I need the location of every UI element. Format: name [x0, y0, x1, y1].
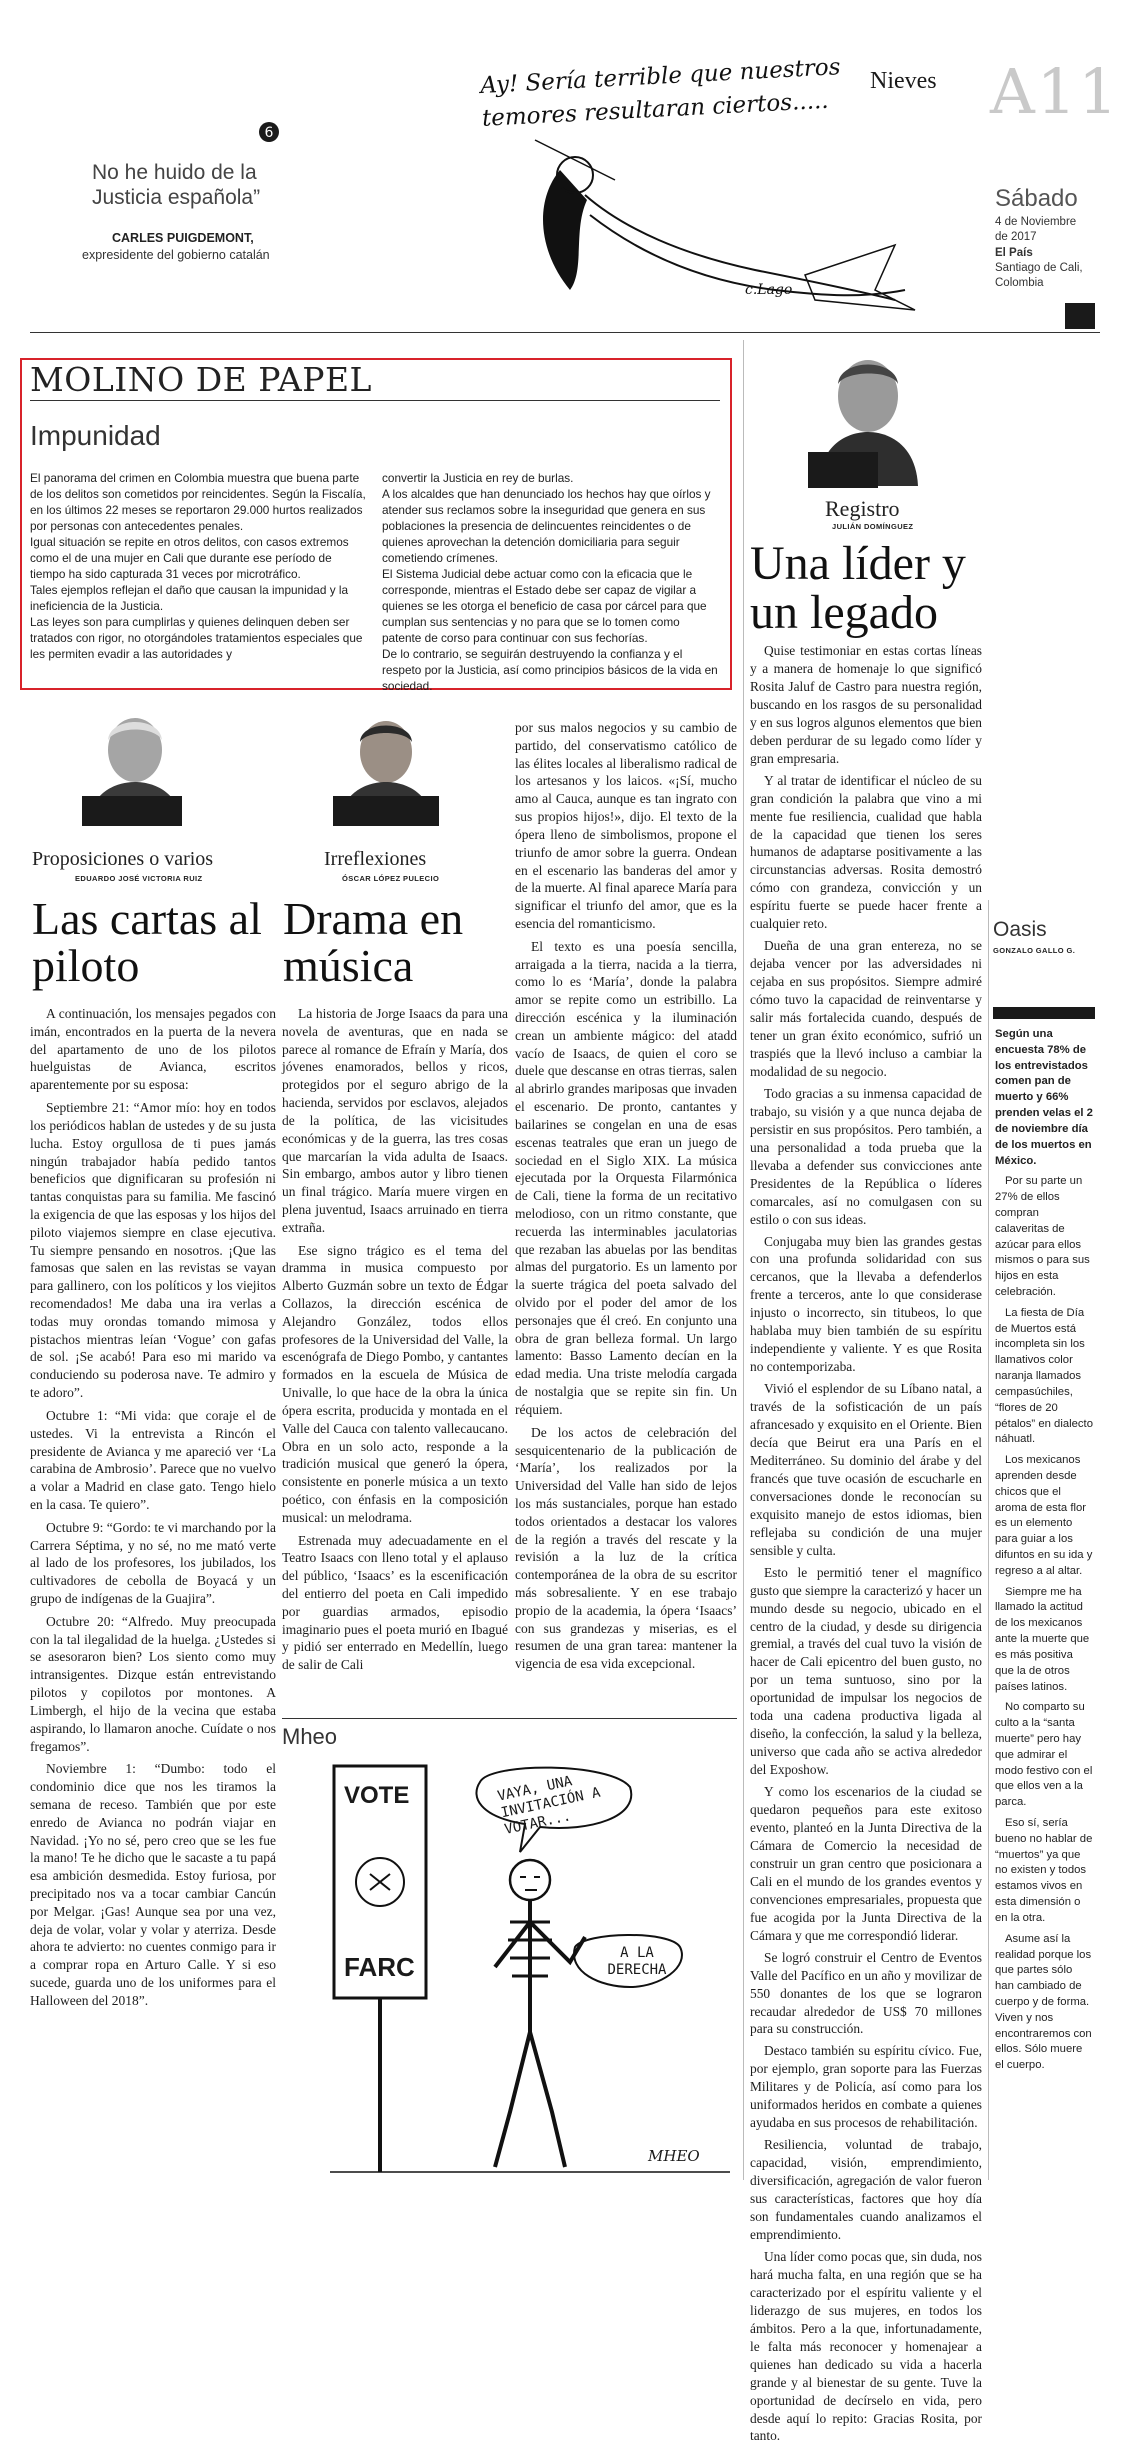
proposiciones-paragraph: Octubre 9: “Gordo: te vi marchando por la Carrera Séptima, y no sé, no me mató verte al lado de los profesores, los jubilados, los cultivadores de cebolla de Boyacá y un grupo de indígenas de la Guajira”. — [30, 1519, 276, 1606]
proposiciones-body — [30, 1005, 276, 2015]
editorial-paragraph: El panorama del crimen en Colombia muestra que buena parte de los delitos son cometidos por reincidentes. Según la Fiscalía, en los últimos 22 meses se reportaron 29.000 hurtos realizados por personas con antecedentes penales. — [30, 471, 366, 534]
editorial-paragraph: El Sistema Judicial debe actuar como con la eficacia que le corresponde, mientras el Estado debe ser capaz de vigilar a quienes se les otorga el beneficio de casa por cárcel para que cumplan sus sentencias y no para que se lo tomen como patente de corso para continuar con sus fechorías. — [382, 567, 707, 646]
dateline-paper: El País — [995, 247, 1033, 259]
registro-paragraph: Y como los escenarios de la ciudad se quedaron pequeños para este exitoso evento, planteó en la Junta Directiva de la Cámara de Comercio la necesidad de construir un gran centro que posicionara a Cali en el mundo de los grandes eventos y convenciones empresariales, propuesta que fue acogida por la Junta Directiva de la Cámara y que me correspondió liderar. — [750, 1784, 982, 1943]
page-number: A11 — [990, 55, 1120, 128]
quote-text: No he huido de la Justicia española” — [92, 161, 261, 210]
irreflexiones-body-col1 — [282, 1005, 508, 1679]
editorial-col-2 — [382, 470, 722, 694]
column-divider — [988, 900, 989, 2180]
molino-rule — [30, 400, 720, 401]
editorial-col-1 — [30, 470, 370, 662]
registro-column-name: Registro — [825, 496, 900, 521]
oasis-column-name: Oasis — [993, 918, 1047, 941]
vote-sign-bottom: FARC — [344, 1952, 415, 1982]
irreflexiones-body-col2 — [515, 719, 737, 1678]
editorial-paragraph: De lo contrario, se seguirán destruyendo la confianza y el respeto por la Justicia, así como principios básicos de la vida en sociedad. — [382, 647, 718, 694]
oasis-author: GONZALO GALLO G. — [993, 946, 1076, 955]
oasis-tab — [993, 1007, 1095, 1019]
svg-text:6: 6 — [264, 125, 274, 141]
oasis-paragraph: Asume así la realidad porque los que partes sólo han cambiado de cuerpo y de forma. Viven y nos encontraremos con ellos. Sólo muere el cuerpo. — [995, 1932, 1092, 2072]
vote-sign-top: VOTE — [344, 1782, 410, 1809]
oasis-paragraph: Los mexicanos aprenden desde chicos que el aroma de esta flor es un elemento para guiar a los difuntos en su ida y regreso a al altar. — [995, 1454, 1093, 1577]
irreflexiones-column-name: Irreflexiones — [324, 848, 427, 870]
oasis-body — [995, 1027, 1093, 2079]
editorial-paragraph: convertir la Justicia en rey de burlas. — [382, 471, 574, 485]
quote-author: CARLES PUIGDEMONT, — [112, 231, 254, 245]
oasis-lead: Según una encuesta 78% de los entrevistados comen pan de muerto y 66% prenden velas el 2 de noviembre día de los muertos en México. — [995, 1028, 1093, 1167]
registro-paragraph: Quise testimoniar en estas cortas líneas y a manera de homenaje lo que significó Rosita Jaluf de Castro para nuestra región, buscando en los rasgos de su personalidad y en sus logros algunos elementos que bien deben perdurar de su legado como líder y gran empresaria. — [750, 643, 982, 766]
registro-paragraph: Se logró construir el Centro de Eventos Valle del Pacífico en un año y movilizar de 550 donantes de los que se lograron recaudar alrededor de US$ 70 millones para su construcción. — [750, 1949, 982, 2037]
oasis-paragraph: Siempre me ha llamado la actitud de los mexicanos ante la muerte que es más positiva que la de otros países latinos. — [995, 1585, 1090, 1693]
proposiciones-headline: Las cartas al piloto — [32, 893, 262, 991]
irreflexiones-headline: Drama en música — [283, 893, 464, 991]
editorial-paragraph: Igual situación se repite en otros delitos, con casos extremos como el de una mujer en Cali que durante ese período de tiempo ha sido capturada 31 veces por microtráfico. — [30, 535, 349, 582]
irreflexiones-paragraph: por sus malos negocios y su cambio de partido, del conservatismo católico de las élites locales al liberalismo radical de los artesanos y los laicos. «¡Sí, mucho amo al Cauca, aunque es tan ingrato con sus propios hijos!», dijo. El texto de la ópera lleno de simbolismos, propone el triunfo de amor sobre la guerra. Ondean en el escenario las banderas del amor y de la muerte. Al final aparece María para significar el triunfo del amor, que es la esencia del romanticismo. — [515, 720, 737, 931]
editorial-paragraph: A los alcaldes que han denunciado los hechos hay que oírlos y atender sus reclamos sobre la inseguridad que genera en sus poblaciones la presencia de delincuentes reincidentes o de quienes aprovechan la detención domiciliaria para seguir cometiendo crímenes. — [382, 487, 711, 566]
oasis-paragraph: Por su parte un 27% de ellos compran calaveritas de azúcar para ellos mismos o para sus hijos en esta celebración. — [995, 1175, 1090, 1298]
photo-shadow-block — [808, 452, 878, 488]
mheo-title: Mheo — [282, 1724, 338, 1749]
speech-bubble-1: VAYA, UNA INVITACIÓN A VOTAR... — [496, 1773, 602, 1838]
registro-paragraph: Dueña de una gran entereza, no se dejaba vencer por las adversidades ni cejaba en sus propósitos. Siempre admiré cómo tuvo la capacidad de reinventarse y salir más fortalecida cuando, después de tener un gran éxito económico, sufrió un traspiés que la llevó incluso a cambiar la modalidad de su negocio. — [750, 938, 982, 1079]
speech-bubble-2: A LA DERECHA — [607, 1945, 667, 1978]
dateline-city: Santiago de Cali, Colombia — [995, 262, 1083, 289]
irreflexiones-paragraph: Estrenada muy adecuadamente en el Teatro Isaacs con lleno total y el aplauso del público, ‘Isaacs’ es la escenificación del entierro del poeta en Cali impedido por guardias armados, episodio imaginario pues el poeta murió en Ibagué y pidió ser enterrado en Medellín, luego de salir de Cali — [282, 1532, 508, 1673]
registro-paragraph: Conjugaba muy bien las grandes gestas con una profunda solidaridad con sus cercanos, que la llevaba a defenderlos frente a terceros, ante lo que considerase injusto o incorrecto, sin titubeos, lo que hablaba muy bien también de su espíritu independiente y valiente. Y es que Rosita no contemporizaba. — [750, 1233, 982, 1375]
editorial-title: Impunidad — [30, 420, 161, 451]
mermaid-drawing — [475, 140, 935, 320]
registro-paragraph: Una líder como pocas que, sin duda, nos hará mucha falta, en una región que se ha caracterizado por el espíritu valiente y el liderazgo de sus mujeres, en todos los ámbitos. Pero a la que, infortunadamente, le falta más reconocer y homenajear a quienes han dedicado su vida a hacerla grande y al bienestar de su gente. Tuve la oportunidad de decírselo en vida, pero desde aquí lo repito: Gracias Rosita, por tanto. — [750, 2248, 982, 2444]
corner-tab — [1065, 303, 1095, 329]
molino-section-title: MOLINO DE PAPEL — [30, 360, 372, 399]
registro-author: JULIÁN DOMÍNGUEZ — [832, 522, 914, 531]
column-divider — [743, 340, 744, 2180]
oasis-paragraph: La fiesta de Día de Muertos está incompleta sin los llamativos color naranja llamados cempasúchiles, “flores de 20 pétalos” en dialecto náhuatl. — [995, 1306, 1093, 1446]
proposiciones-paragraph: Noviembre 1: “Dumbo: todo el condominio dice que nos les tiramos la semana de receso. También que por este enredo de Avianca no podrán viajar en Navidad. ¡Yo no sé, pero creo que se les fue la mano! Te he dicho que le sacaste a tu papá esa ambición desmedida. Estoy furiosa, por precipitado nos va a tocar cambiar Cancún por Melgar. ¡Gas! Aunque sea por una vez, deja de volar, volar y volar y aterriza. Desde ahora te advierto: no cuentes conmigo para ir a comprar ropa en Arturo Calle. Y si eso sucede, guarda uno de los uniformes para el Halloween del 2018”. — [30, 1761, 276, 2008]
cartoon-signature: c.Lago — [745, 282, 793, 298]
irreflexiones-paragraph: Ese signo trágico es el tema del dramma in musica compuesto por Alberto Guzmán sobre un texto de Édgar Collazos, la dirección escénica de Alejandro González, todos ellos profesores de la Universidad del Valle, la escenógrafa de Diego Pombo, y cantantes formados en la escuela de Música de Univalle, lo que hace de la obra la única ópera escrita, producida y montada en el Valle del Cauca con talento vallecaucano. Obra en un solo acto, responde a la tradición musical que generó la ópera, consistente en ponerle música a un texto poético, con énfasis en la composición musical: un melodrama. — [282, 1242, 508, 1525]
registro-paragraph: Resiliencia, voluntad de trabajo, capacidad, visión, emprendimiento, diversificación, agregación de valor fueron sus características, factores que hoy día son fundamentales cuando analizamos el emprendimiento. — [750, 2137, 982, 2242]
registro-paragraph: Destaco también su espíritu cívico. Fue, por ejemplo, gran soporte para las Fuerzas Militares y de Policía, así como para los uniformados heridos en combate a quienes ayudaba en sus procesos de rehabilitación. — [750, 2043, 982, 2131]
irreflexiones-paragraph: El texto es una poesía sencilla, arraigada a la tierra, nacida a la tierra, como lo es ‘María’, donde la palabra amor se repite como un estribillo. La dirección escénica y la iluminación crean un ambiente mágico: del atadd vacío de Isaacs, de quien el coro se duele que descanse en otras tierras, salen al abrirlo grandes mariposas que invaden el escenario. De pronto, cantantes y bailarines se congelan en una de esas escenas teatrales que eran un juego de sociedad en el Siglo XIX. La música ejecutada por la Orquesta Filarmónica de Cali, tiene la forma de un recitativo melodioso, con un ritmo constante, que recuerda las interminables jaculatorias que rezaban las abuelas por las benditas almas del purgatorio. Es un lamento por la suerte trágica del poeta salvado del olvido por el poder del amor de los personajes que él creó. En conjunto una obra de gran belleza formal. Un largo lamento: Basso Lamento decían en la edad media. Una triste melodía cargada de nostalgia que se repite sin fin. Un réquiem. — [515, 938, 737, 1417]
registro-paragraph: Todo gracias a su inmensa capacidad de trabajo, su visión y a que nunca dejaba de persistir en sus propósitos. Pero también, a una personalidad a toda prueba que la llevaba a defender sus convicciones ante Presidentes de la República o líderes comarcales, así no comulgasen con su estilo o con sus ideas. — [750, 1085, 982, 1227]
oasis-paragraph: Eso sí, sería bueno no hablar de “muertos” ya que no existen y todos estamos vivos en esta dimensión o en la otra. — [995, 1817, 1093, 1924]
registro-headline: Una líder y un legado — [750, 537, 966, 639]
oasis-paragraph: No comparto su culto a la “santa muerte” pero hay que admirar el modo festivo con el que ellos ven a la parca. — [995, 1701, 1093, 1809]
mheo-signature: MHEO — [648, 2147, 700, 2165]
quote-mark-icon — [258, 121, 280, 143]
header-rule — [30, 332, 1100, 333]
photo-shadow-block — [82, 796, 182, 826]
mheo-cartoon — [330, 1762, 730, 2182]
quote-role: expresidente del gobierno catalán — [82, 248, 270, 262]
registro-body — [750, 642, 982, 2449]
irreflexiones-author: ÓSCAR LÓPEZ PULECIO — [342, 874, 440, 883]
editorial-paragraph: Las leyes son para cumplirlas y quienes delinquen deben ser tratados con rigor, no otorgándoles tratamientos especiales que les permiten evadir a las autoridades y — [30, 615, 363, 662]
proposiciones-paragraph: Octubre 1: “Mi vida: que coraje el de ustedes. Vi la entrevista a Rincón el presidente de Avianca y me apareció ver ‘La carabina de Ambrosio’. Parece que no vuelvo a volar a Madrid en clase gato. Tengo hielo en la casa. Te quiero”. — [30, 1407, 276, 1512]
proposiciones-column-name: Proposiciones o varios — [32, 848, 214, 870]
dateline-day: Sábado — [995, 185, 1078, 212]
proposiciones-author: EDUARDO JOSÉ VICTORIA RUIZ — [75, 874, 203, 883]
irreflexiones-paragraph: De los actos de celebración del sesquicentenario de la publicación de ‘María’, los realizados por la Universidad del Valle han sido de lejos los más sustanciales, porque han estado todos orientados a destacar los valores de la región a través del rescate y la revisión a la luz de la crítica contemporánea de la obra de su escritor más sobresaliente. Y en ese trabajo propio de la academia, la ópera ‘Isaacs’ con sus grandezas y miserias, es el resumen de una gran tarea: mantener la vigencia de esa vida excepcional. — [515, 1424, 737, 1672]
registro-paragraph: Y al tratar de identificar el núcleo de su gran condición la palabra que vino a mi mente fue resiliencia, cualidad que habla de la capacidad que tienen los seres humanos de adaptarse positivamente a las circunstancias adversas. Rosita demostró cómo con grandeza, convicción y un espíritu fuerte se puede hacer frente a cualquier reto. — [750, 772, 982, 932]
dateline-date: 4 de Noviembre de 2017 — [995, 216, 1077, 243]
molino-de-papel-box — [20, 358, 732, 694]
editorial-paragraph: Tales ejemplos reflejan el daño que causan la impunidad y la ineficiencia de la Justicia. — [30, 583, 349, 614]
proposiciones-paragraph: Octubre 20: “Alfredo. Muy preocupada con la tal ilegalidad de la huelga. ¿Ustedes si se asesoraron bien? Los siento como muy intransigentes. Dizque están entrevistando pilotos y copilotos por montones. A Limbergh, el hijo de la vecina que estaba aspirando, lo llamaron anoche. Cuídate o nos fregamos”. — [30, 1613, 276, 1754]
registro-paragraph: Esto le permitió tener el magnífico gusto que siempre la caracterizó y hacer un mundo desde su negocio, ubicado en el centro de la ciudad, y desde su dirigencia gremial, a través del cual tuvo la visión de hacer de Cali epicentro del buen gusto, no por un tema suntuoso, sino por la oportunidad de impulsar los negocios de toda una cadena productiva ligada al diseño, la confección, la salud y la belleza, universo que cada año se activa alrededor del Exposhow. — [750, 1564, 982, 1778]
photo-shadow-block — [333, 796, 439, 826]
proposiciones-paragraph: A continuación, los mensajes pegados con imán, encontrados en la puerta de la nevera del apartamento de uno de los pilotos huelguistas de Avianca, escritos aparentemente por su esposa: — [30, 1006, 276, 1093]
cartoon-credit: Nieves — [870, 68, 937, 94]
mheo-rule — [282, 1718, 737, 1719]
cartoon-caption: Ay! Sería terrible que nuestros temores resultaran ciertos..... — [479, 54, 842, 133]
proposiciones-paragraph: Septiembre 21: “Amor mío: hoy en todos los periódicos hablan de ustedes y de su justa lucha. Estoy orgullosa de ti pues jamás ningún trabajador había pedido tantos beneficios que dignificaran su profesión ni tantas conquistas para su familia. Me fascinó la exigencia de que las esposas y los hijos del piloto viajemos siempre en clase ejecutiva. Tu siempre pensando en nosotros. ¡Que las famosas que salen en las revistas se vayan para gallinero, con los políticos y los viejitos recomendados! Me daba una ira verlas a todas muy orondas tomando mimosa y pistachos mientras leían ‘Vogue’ con gafas de sol. ¡Se acabó! Para eso mi marido va conduciendo su poderosa nave. Te admiro y te adoro”. — [30, 1100, 276, 1401]
irreflexiones-paragraph: La historia de Jorge Isaacs da para una novela de aventuras, que en nada se parece al romance de Efraín y María, dos jóvenes enamorados, bellos y ricos, protegidos por el seguro abrigo de la hacienda, servidos por esclavos, alejados de la política, de las vicisitudes económicas y de la guerra, las tres cosas que marcarían la vida adulta de Isaacs. Sin embargo, ambos autor y libro tienen un final trágico. María muere virgen en plena juventud, Isaacs arruinado en tierra extraña. — [282, 1006, 508, 1235]
editorial-cartoon — [475, 54, 937, 320]
registro-paragraph: Vivió el esplendor de su Líbano natal, a través de la sofisticación de un país afrancesado y exquisito en el Oriente. Bien decía que Beirut era una París en el Mediterráneo. Su dominio del árabe y del francés que tuve ocasión de escucharle en conversaciones donde le reconocían su exquisito manejo de estos idiomas, bien reflejaba su condición de una mujer sensible y culta. — [750, 1381, 982, 1558]
